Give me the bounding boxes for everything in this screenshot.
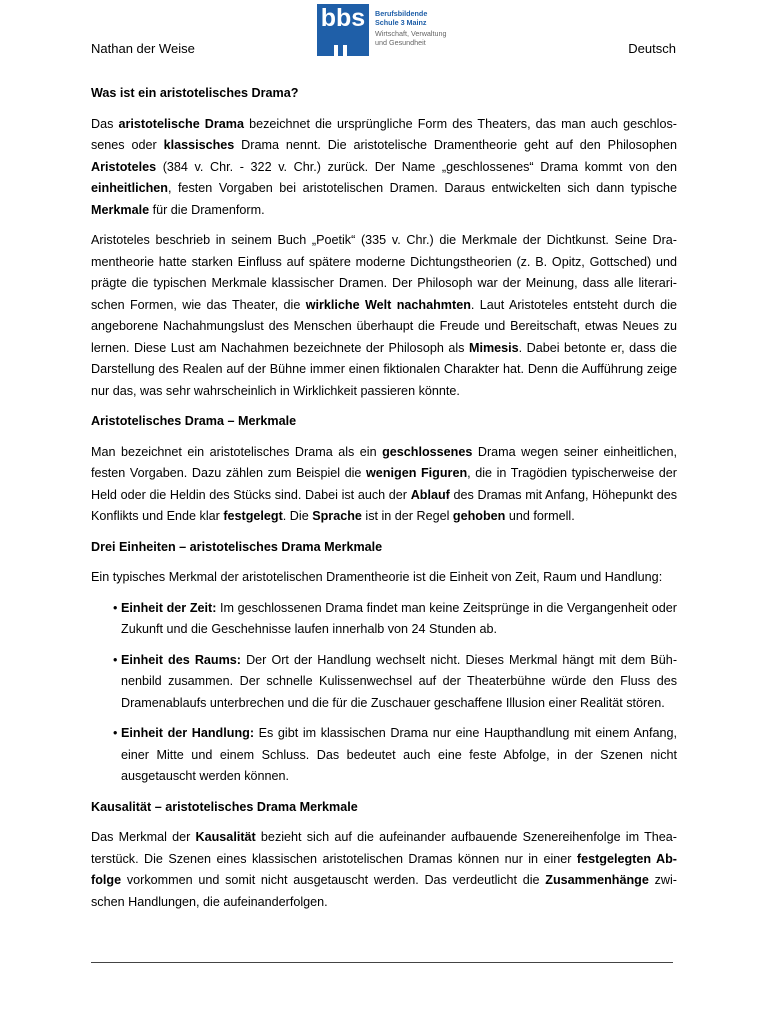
paragraph xyxy=(91,567,677,589)
bold-term: Einheit der Zeit: xyxy=(121,600,217,615)
bbs-logo-mark xyxy=(317,4,369,56)
text-run: und formell. xyxy=(505,509,575,523)
header-subject: Deutsch xyxy=(628,41,676,56)
section-heading: Drei Einheiten – aristotelisches Drama Merkmale xyxy=(91,539,383,554)
bold-term: Aristoteles xyxy=(91,159,157,174)
logo-subtitle-line-1: Wirtschaft, Verwaltung xyxy=(375,29,447,38)
bold-term: Kausalität xyxy=(195,830,256,844)
paragraph xyxy=(91,230,677,402)
text-run: Man bezeichnet ein aristotelisches Drama als ein xyxy=(91,444,383,459)
text-run: Das Merkmal der xyxy=(91,830,196,844)
section-heading: Was ist ein aristotelisches Drama? xyxy=(91,86,299,100)
paragraph xyxy=(91,442,677,528)
text-run: für die Dramenform. xyxy=(149,202,265,217)
text-run: Der Ort der Handlung wechselt nicht. Dieses Merkmal hängt mit dem Bühnenbild zusammen. Der schnelle Kulissenwechsel auf der Theaterbühne würde den Fluss des Dramenablaufs unterbrechen und die für die Zuschauer geschaffene Illusion einer Realität stören. xyxy=(121,652,678,710)
logo-school-line-2: Schule 3 Mainz xyxy=(375,18,427,27)
bold-term: Mimesis xyxy=(468,340,519,355)
logo-school-line-1: Berufsbildende xyxy=(375,9,428,18)
bullet-list xyxy=(91,598,677,788)
bold-term: klassisches xyxy=(163,138,235,152)
bold-term: wirkliche Welt nachahmten xyxy=(305,297,471,312)
bold-term: Sprache xyxy=(312,509,362,523)
bold-term: geschlossenes xyxy=(382,444,473,459)
bold-term: Zusammenhänge xyxy=(545,873,649,887)
bullet-item xyxy=(91,723,677,788)
text-run: , die in Tragödien typischerweise der Held oder die Heldin des Stücks sind. Dabei ist auch der xyxy=(91,466,677,502)
text-run: bezieht sich auf die aufeinander aufbauende Szenereihenfolge im Theaterstück. Die Szenen eines klassischen aristotelischen Dramas können nur in einer xyxy=(91,830,677,866)
text-run: (384 v. Chr. - 322 v. Chr.) zurück. Der Name „geschlossenes“ Drama kommt von den xyxy=(156,159,677,174)
logo-school-name xyxy=(375,9,427,27)
text-run: des Dramas mit Anfang, Höhepunkt des Konflikts und Ende klar xyxy=(91,487,677,523)
text-run: zwischen Handlungen, die aufeinanderfolgen. xyxy=(91,873,677,909)
bold-term: festgelegt xyxy=(223,509,283,523)
paragraph xyxy=(91,827,677,913)
bold-term: festgelegten Abfolge xyxy=(91,851,677,887)
document-body xyxy=(91,83,677,922)
text-run: bezeichnet die ursprüngliche Form des Theaters, das man auch geschlossenes oder xyxy=(91,116,677,152)
text-run: Ein typisches Merkmal der aristotelischen Dramentheorie ist die Einheit von Zeit, Raum und Handlung: xyxy=(91,570,663,584)
paragraph xyxy=(91,114,677,222)
text-run: Drama nennt. Die aristotelische Dramentheorie geht auf den Philosophen xyxy=(234,138,677,152)
bold-term: Ablauf xyxy=(410,487,450,502)
bold-term: Einheit des Raums: xyxy=(121,652,242,667)
text-run: , festen Vorgaben bei aristotelischen Dramen. Daraus entwickelten sich dann typische xyxy=(167,181,677,195)
text-run: ist in der Regel xyxy=(361,509,453,523)
text-run: . Dabei betonte er, dass die Darstellung des Realen auf der Bühne immer einen fiktionalen Charakter hat. Denn die Aufführung zeige nur das, was sehr wahrscheinlich in Wirklichkeit passieren könnte. xyxy=(91,340,677,398)
header-title: Nathan der Weise xyxy=(91,41,195,56)
text-run: vorkommen und somit nicht ausgetauscht werden. Das verdeutlicht die xyxy=(121,873,546,887)
bold-term: gehoben xyxy=(452,509,506,523)
section-heading: Aristotelisches Drama – Merkmale xyxy=(91,414,297,428)
bold-term: Einheit der Handlung: xyxy=(121,726,255,740)
text-run: . Die xyxy=(282,509,313,523)
bold-term: Merkmale xyxy=(91,202,150,217)
text-run: Im geschlossenen Drama findet man keine Zeitsprünge in die Vergangenheit oder Zukunft und die Geschehnisse laufen innerhalb von 24 Stunden ab. xyxy=(121,600,677,636)
logo-lines-icon xyxy=(330,38,356,53)
text-run: Das xyxy=(91,116,119,131)
bold-term: einheitlichen xyxy=(91,181,168,195)
text-run: . Laut Aristoteles entsteht durch die angeborene Nachahmungslust des Menschen überhaupt die Freude und Bereitschaft, etwas Neues zu lernen. Diese Lust am Nachahmen bezeichnete der Philosoph als xyxy=(91,297,677,355)
text-run: Drama wegen seiner einheitlichen, festen Vorgaben. Dazu zählen zum Beispiel die xyxy=(91,444,677,480)
bullet-item xyxy=(91,650,677,715)
section-heading: Kausalität – aristotelisches Drama Merkmale xyxy=(91,799,358,814)
bold-term: wenigen Figuren xyxy=(366,466,468,480)
school-logo xyxy=(317,4,452,58)
logo-subtitle xyxy=(375,30,447,47)
bold-term: aristotelische Drama xyxy=(118,116,244,131)
logo-subtitle-line-2: und Gesundheit xyxy=(375,37,426,47)
footer-rule xyxy=(91,962,673,963)
logo-text: bbs xyxy=(320,4,366,32)
bullet-item xyxy=(91,598,677,641)
text-run: Es gibt im klassischen Drama nur eine Haupthandlung mit einem Anfang, einer Mitte und einem Schluss. Das bedeutet auch eine feste Abfolge, in der Szenen nicht ausgetauscht werden können. xyxy=(121,726,677,783)
text-run: Aristoteles beschrieb in seinem Buch „Poetik“ (335 v. Chr.) die Merkmale der Dichtkunst. Seine Dramentheorie hatte starken Einfluss auf spätere moderne Dichtungstheorien (z. B. Opitz, Gottsched) und prägte die typischen Merkmale klassischer Dramen. Der Philosoph war der Meinung, dass alle literarischen Formen, wie das Theater, die xyxy=(91,233,677,312)
